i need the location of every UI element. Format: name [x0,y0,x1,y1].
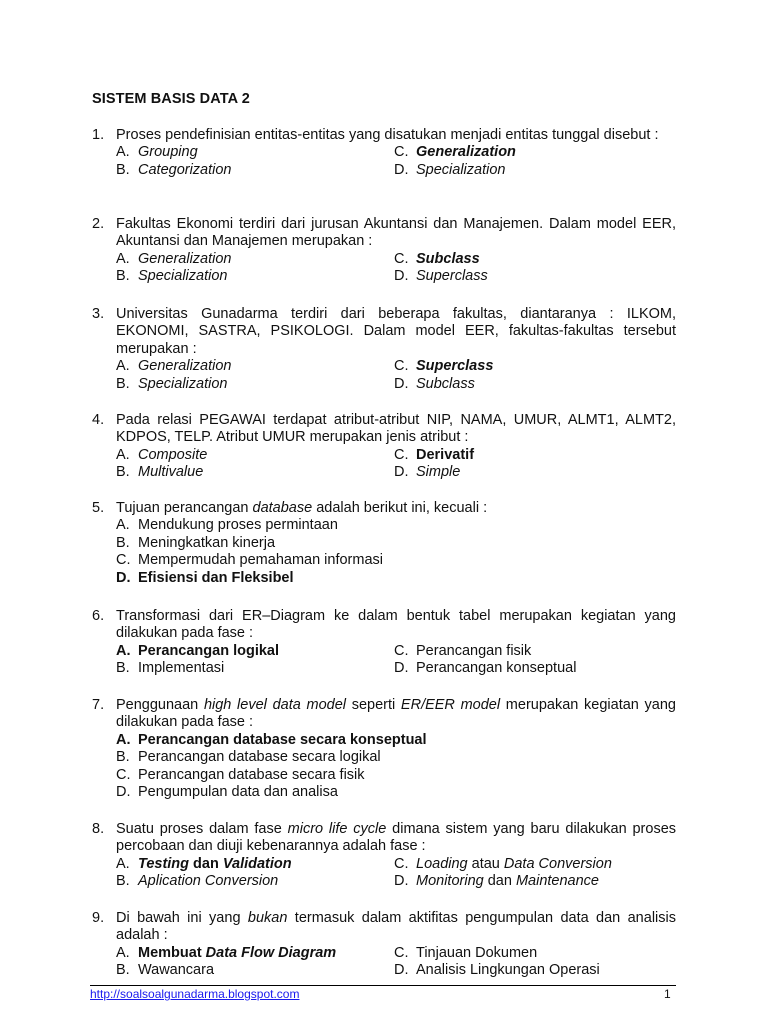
option-a: A. Membuat Data Flow Diagram [116,944,337,961]
option-a: A. Mendukung proses permintaan [116,517,338,534]
option-b: B. Aplication Conversion [116,873,279,890]
option-d: D. Perancangan konseptual [394,660,577,677]
option-c: C. Derivatif [394,446,475,463]
question-stem: Transformasi dari ER–Diagram ke dalam bentuk tabel merupakan kegiatan yang dilakukan pada fase : [116,608,676,642]
option-c: C. Perancangan fisik [394,642,532,659]
footer-link[interactable]: http://soalsoalgunadarma.blogspot.com [90,987,300,1001]
options [116,358,676,393]
question-6 [92,608,676,678]
option-a: A. Perancangan logikal [116,642,280,659]
question-number: 6. [92,608,105,624]
question-number: 3. [92,306,105,322]
option-a: A. Generalization [116,250,232,267]
option-d: D. Superclass [394,268,488,285]
option-c: C. Subclass [394,250,480,267]
option-c: C. Generalization [394,144,516,161]
question-stem: Tujuan perancangan database adalah berikut ini, kecuali : [116,500,488,516]
question-7 [92,697,676,801]
page-number: 1 [664,987,671,1001]
options [116,251,676,286]
option-a: A. Grouping [116,144,198,161]
option-d: D. Monitoring dan Maintenance [394,873,599,890]
option-c: C. Mempermudah pemahaman informasi [116,552,383,569]
question-stem: Universitas Gunadarma terdiri dari beberapa fakultas, diantaranya : ILKOM, EKONOMI, SASTRA, PSIKOLOGI. Dalam model EER, fakultas-fakultas tersebut merupakan : [116,306,676,357]
option-c: C. Perancangan database secara fisik [116,766,365,783]
question-number: 7. [92,697,105,713]
option-d: D. Simple [394,464,461,481]
option-d: D. Pengumpulan data dan analisa [116,784,338,801]
option-b: B. Meningkatkan kinerja [116,534,276,551]
document-title: SISTEM BASIS DATA 2 [92,91,250,107]
question-number: 2. [92,216,105,232]
question-4 [92,412,676,482]
option-b: B. Wawancara [116,962,215,979]
footer-divider [90,985,676,986]
question-8 [92,821,676,891]
option-a: A. Perancangan database secara konseptual [116,731,427,748]
option-a: A. Generalization [116,358,232,375]
question-number: 5. [92,500,105,516]
option-c: C. Superclass [394,358,494,375]
question-stem: Proses pendefinisian entitas-entitas yang disatukan menjadi entitas tunggal disebut : [116,127,659,143]
question-stem: Pada relasi PEGAWAI terdapat atribut-atribut NIP, NAMA, UMUR, ALMT1, ALMT2, KDPOS, TELP. Atribut UMUR merupakan jenis atribut : [116,412,676,446]
option-d: D. Efisiensi dan Fleksibel [116,569,294,586]
option-b: B. Specialization [116,375,228,392]
options [116,144,676,179]
options [116,643,676,678]
question-number: 1. [92,127,105,143]
options [116,732,676,802]
question-5 [92,500,676,587]
option-d: D. Subclass [394,375,475,392]
question-stem: Penggunaan high level data model seperti ER/EER model merupakan kegiatan yang dilakukan pada fase : [116,697,676,731]
question-2 [92,216,676,286]
option-d: D. Analisis Lingkungan Operasi [394,962,600,979]
option-b: B. Specialization [116,268,228,285]
question-number: 9. [92,910,105,926]
option-c: C. Loading atau Data Conversion [394,855,612,872]
options [116,447,676,482]
option-b: B. Categorization [116,161,232,178]
question-9 [92,910,676,980]
option-b: B. Implementasi [116,660,225,677]
question-number: 8. [92,821,105,837]
question-stem: Suatu proses dalam fase micro life cycle dimana sistem yang baru dilakukan proses percobaan dan diuji kebenarannya adalah fase : [116,821,677,855]
option-b: B. Multivalue [116,464,204,481]
question-1 [92,127,676,179]
question-stem: Di bawah ini yang bukan termasuk dalam aktifitas pengumpulan data dan analisis adalah : [116,910,676,944]
question-stem: Fakultas Ekonomi terdiri dari jurusan Akuntansi dan Manajemen. Dalam model EER, Akuntansi dan Manajemen merupakan : [116,216,676,250]
question-number: 4. [92,412,105,428]
option-c: C. Tinjauan Dokumen [394,944,538,961]
option-b: B. Perancangan database secara logikal [116,749,381,766]
option-a: A. Testing dan Validation [116,855,292,872]
option-d: D. Specialization [394,161,506,178]
question-3 [92,306,676,393]
options [116,856,676,891]
options [116,517,676,587]
options [116,945,676,980]
option-a: A. Composite [116,446,208,463]
